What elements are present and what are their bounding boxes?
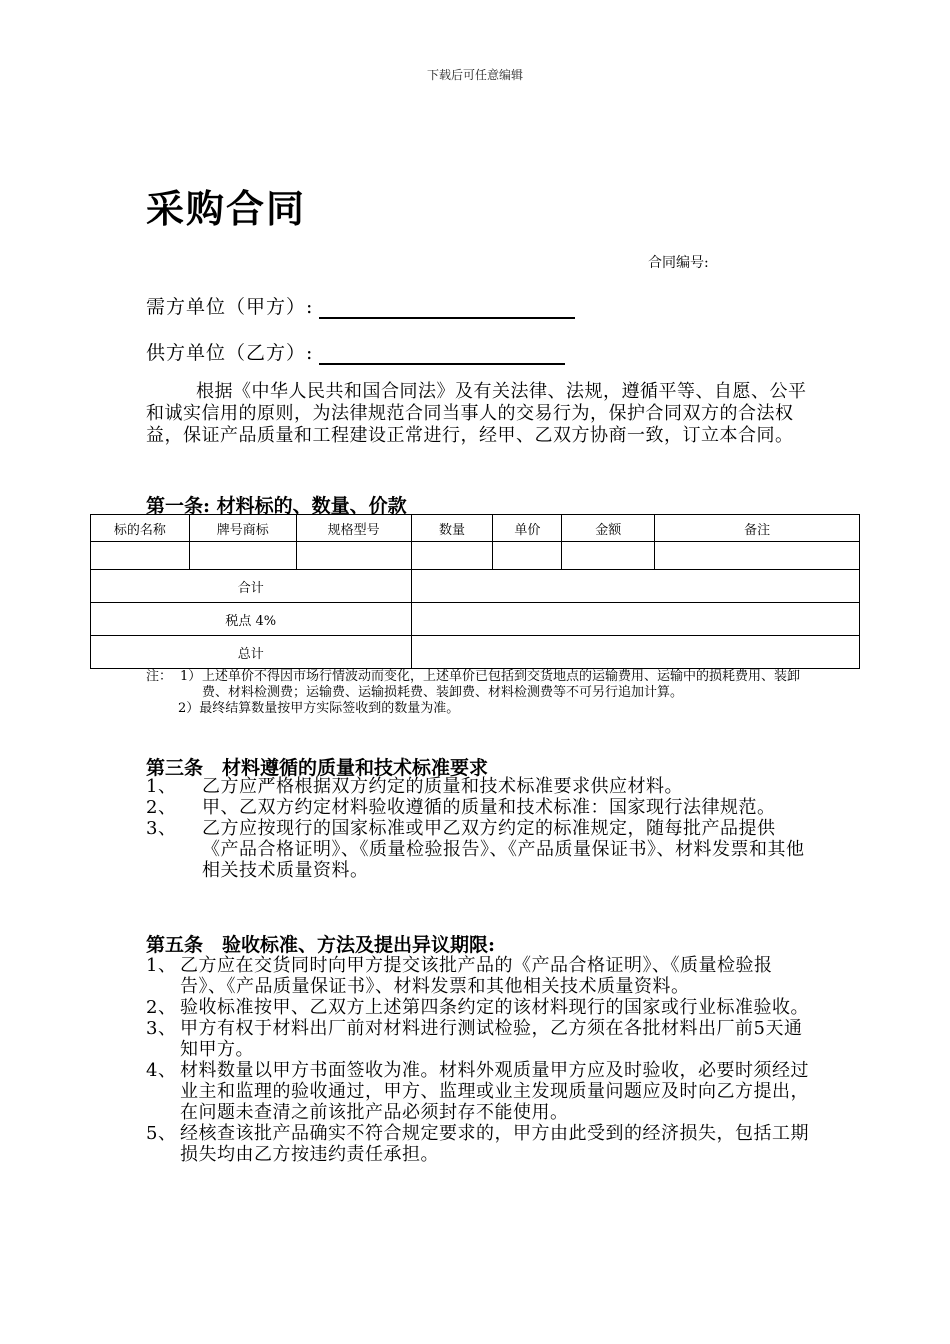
list-item-number: 2、 — [146, 997, 177, 1018]
party-b-label: 供方单位（乙方）: — [146, 342, 314, 364]
party-b-blank[interactable] — [319, 345, 565, 365]
column-header: 数量 — [411, 515, 493, 542]
section-3-title: 第三条 材料遵循的质量和技术标准要求 — [146, 757, 489, 779]
subtotal-value[interactable] — [411, 570, 859, 603]
table-cell[interactable] — [411, 542, 493, 570]
note-2: 2）最终结算数量按甲方实际签收到的数量为准。 — [178, 701, 460, 716]
section-5-list — [146, 955, 810, 1165]
table-cell[interactable] — [189, 542, 296, 570]
section-3-list — [146, 776, 810, 881]
table-row — [91, 542, 860, 570]
goods-table — [90, 514, 860, 669]
list-item-text: 经核查该批产品确实不符合规定要求的，甲方由此受到的经济损失，包括工期损失均由乙方按违约责任承担。 — [180, 1123, 809, 1165]
subtotal-row — [91, 570, 860, 603]
list-item-number: 2、 — [146, 797, 177, 818]
note-prefix: 注： — [146, 669, 173, 684]
party-a-row — [146, 292, 575, 319]
table-cell[interactable] — [493, 542, 562, 570]
total-value[interactable] — [411, 636, 859, 669]
note-1-number: 1） — [180, 669, 202, 684]
intro-paragraph: 根据《中华人民共和国合同法》及有关法律、法规，遵循平等、自愿、公平和诚实信用的原则，为法律规范合同当事人的交易行为，保护合同双方的合法权益，保证产品质量和工程建设正常进行，经甲、乙双方协商一致，订立本合同。 — [146, 381, 807, 446]
list-item — [146, 797, 810, 818]
column-header: 备注 — [655, 515, 860, 542]
table-header-row — [91, 515, 860, 542]
section-5-title: 第五条 验收标准、方法及提出异议期限: — [146, 934, 496, 956]
list-item-number: 3、 — [146, 1018, 177, 1039]
column-header: 标的名称 — [91, 515, 190, 542]
total-row — [91, 636, 860, 669]
party-a-blank[interactable] — [319, 299, 575, 319]
list-item — [146, 997, 810, 1018]
table-notes — [146, 669, 810, 717]
tax-label: 税点 4% — [91, 603, 412, 636]
total-label: 总计 — [91, 636, 412, 669]
list-item-text: 乙方应在交货同时向甲方提交该批产品的《产品合格证明》、《质量检验报告》、《产品质量保证书》、材料发票和其他相关技术质量资料。 — [180, 955, 773, 997]
section-1-title: 第一条: 材料标的、数量、价款 — [146, 495, 407, 517]
tax-value[interactable] — [411, 603, 859, 636]
list-item — [146, 1060, 810, 1123]
list-item-number: 1、 — [146, 955, 177, 976]
column-header: 金额 — [562, 515, 655, 542]
list-item — [146, 818, 810, 881]
list-item-number: 4、 — [146, 1060, 177, 1081]
column-header: 牌号商标 — [189, 515, 296, 542]
list-item — [146, 955, 810, 997]
note-1 — [146, 669, 810, 701]
party-a-label: 需方单位（甲方）: — [146, 296, 314, 318]
list-item — [146, 1018, 810, 1060]
list-item-text: 材料数量以甲方书面签收为准。材料外观质量甲方应及时验收，必要时须经过业主和监理的验收通过，甲方、监理或业主发现质量问题应及时向乙方提出，在问题未查清之前该批产品必须封存不能使用。 — [180, 1060, 809, 1123]
contract-number-label: 合同编号: — [648, 255, 709, 271]
column-header: 规格型号 — [296, 515, 411, 542]
page-title: 采购合同 — [146, 186, 307, 231]
header-note: 下载后可任意编辑 — [426, 68, 523, 82]
list-item-text: 乙方应严格根据双方约定的质量和技术标准要求供应材料。 — [202, 776, 683, 797]
table-cell[interactable] — [655, 542, 860, 570]
tax-row — [91, 603, 860, 636]
subtotal-label: 合计 — [91, 570, 412, 603]
list-item-text: 乙方应按现行的国家标准或甲乙双方约定的标准规定，随每批产品提供《产品合格证明》、《质量检验报告》、《产品质量保证书》、材料发票和其他相关技术质量资料。 — [202, 818, 805, 881]
table-cell[interactable] — [296, 542, 411, 570]
table-cell[interactable] — [91, 542, 190, 570]
list-item — [146, 776, 810, 797]
party-b-row — [146, 338, 565, 365]
list-item-text: 甲、乙双方约定材料验收遵循的质量和技术标准：国家现行法律规范。 — [202, 797, 776, 818]
table-cell[interactable] — [562, 542, 655, 570]
list-item-number: 5、 — [146, 1123, 177, 1144]
list-item-text: 验收标准按甲、乙双方上述第四条约定的该材料现行的国家或行业标准验收。 — [180, 997, 809, 1018]
list-item-text: 甲方有权于材料出厂前对材料进行测试检验，乙方须在各批材料出厂前5天通知甲方。 — [180, 1018, 803, 1060]
column-header: 单价 — [493, 515, 562, 542]
list-item-number: 3、 — [146, 818, 177, 839]
list-item-number: 1、 — [146, 776, 177, 797]
note-1-text: 上述单价不得因市场行情波动而变化，上述单价已包括到交货地点的运输费用、运输中的损耗费用、装卸费、材料检测费；运输费、运输损耗费、装卸费、材料检测费等不可另行追加计算。 — [202, 669, 801, 700]
list-item — [146, 1123, 810, 1165]
